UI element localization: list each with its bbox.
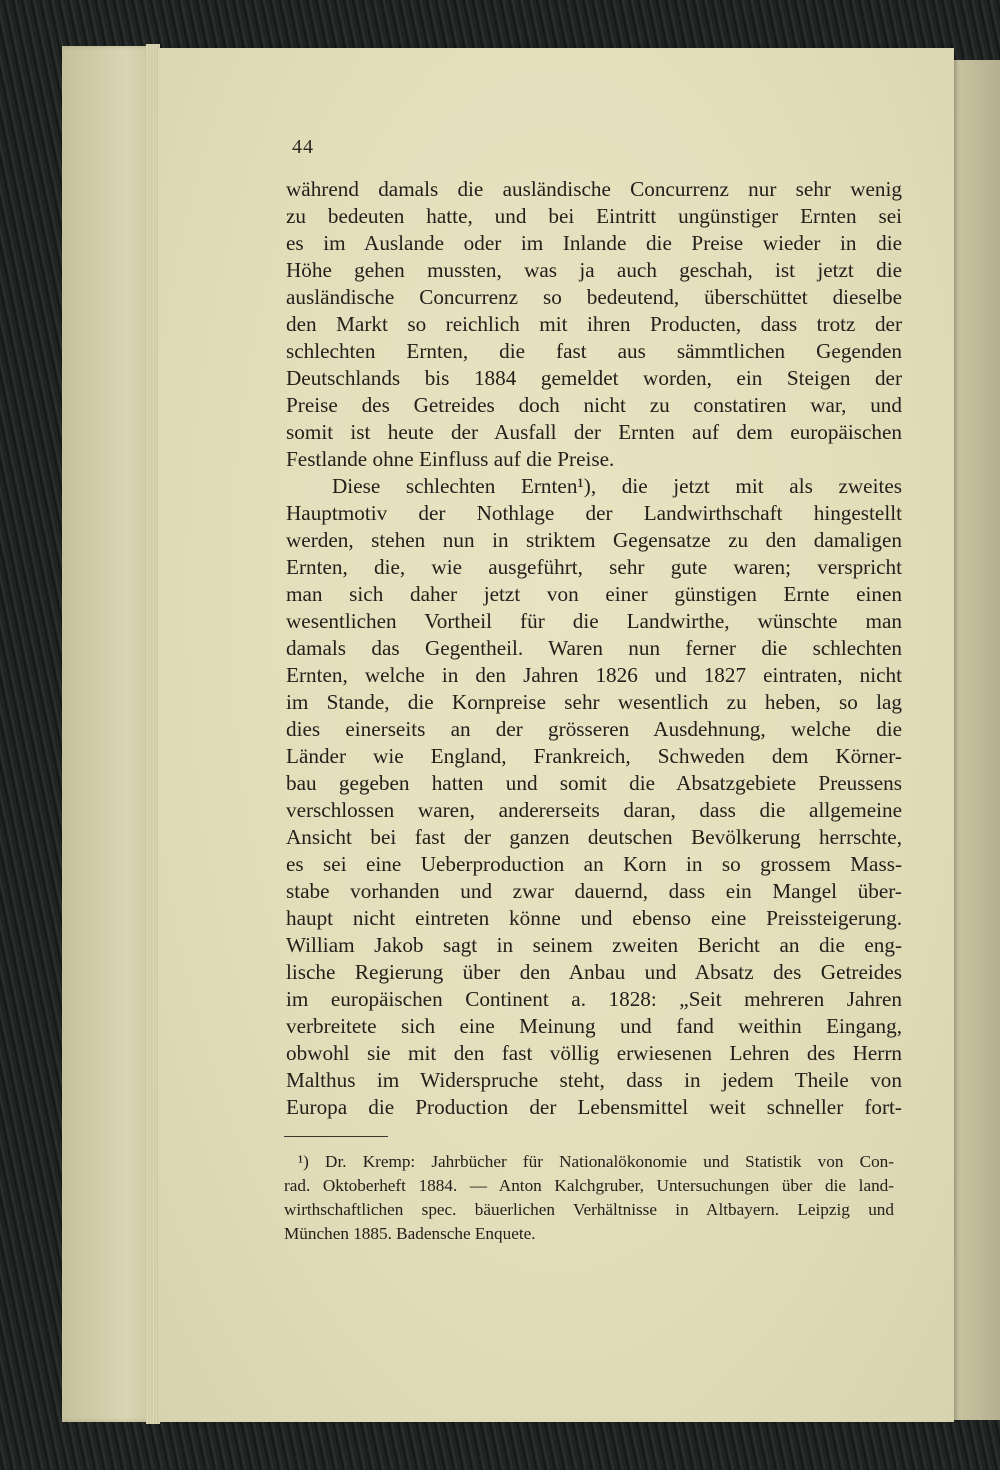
text-line: während damals die ausländische Concurrenz nur sehr wenig <box>286 177 902 201</box>
text-line: werden, stehen nun in striktem Gegensatze zu den damaligen <box>286 528 902 552</box>
text-line: Ernten, welche in den Jahren 1826 und 1827 eintraten, nicht <box>286 663 902 687</box>
text-line: dies einerseits an der grösseren Ausdehnung, welche die <box>286 717 902 741</box>
page-number: 44 <box>292 136 314 158</box>
text-line: damals das Gegentheil. Waren nun ferner die schlechten <box>286 636 902 660</box>
text-line: Ansicht bei fast der ganzen deutschen Bevölkerung herrschte, <box>286 825 902 849</box>
text-line: Deutschlands bis 1884 gemeldet worden, ein Steigen der <box>286 366 902 390</box>
body-text <box>286 176 902 1121</box>
text-line: Hauptmotiv der Nothlage der Landwirthschaft hingestellt <box>286 501 902 525</box>
text-line: im europäischen Continent a. 1828: „Seit mehreren Jahren <box>286 987 902 1011</box>
footnote-line: wirthschaftlichen spec. bäuerlichen Verhältnisse in Altbayern. Leipzig und <box>284 1200 894 1219</box>
text-line: somit ist heute der Ausfall der Ernten auf dem europäischen <box>286 420 902 444</box>
footnote <box>284 1150 894 1246</box>
text-line: ausländische Concurrenz so bedeutend, überschüttet dieselbe <box>286 285 902 309</box>
text-line: lische Regierung über den Anbau und Absatz des Getreides <box>286 960 902 984</box>
right-page-edge <box>954 60 1000 1420</box>
text-line: Länder wie England, Frankreich, Schweden dem Körner- <box>286 744 902 768</box>
text-line: man sich daher jetzt von einer günstigen Ernte einen <box>286 582 902 606</box>
text-line: bau gegeben hatten und somit die Absatzgebiete Preussens <box>286 771 902 795</box>
text-line: zu bedeuten hatte, und bei Eintritt ungünstiger Ernten sei <box>286 204 902 228</box>
text-line: haupt nicht eintreten könne und ebenso eine Preissteigerung. <box>286 906 902 930</box>
text-line: Preise des Getreides doch nicht zu constatiren war, und <box>286 393 902 417</box>
paragraph <box>286 176 902 473</box>
text-line: verschlossen waren, andererseits daran, dass die allgemeine <box>286 798 902 822</box>
paragraph <box>286 473 902 1121</box>
text-line: William Jakob sagt in seinem zweiten Bericht an die eng- <box>286 933 902 957</box>
text-line: Festlande ohne Einfluss auf die Preise. <box>286 447 615 471</box>
facing-page-edge <box>62 46 154 1422</box>
footnote-line: ¹) Dr. Kremp: Jahrbücher für Nationalökonomie und Statistik von Con- <box>298 1152 894 1171</box>
footnote-line: München 1885. Badensche Enquete. <box>284 1224 536 1243</box>
text-line: schlechten Ernten, die fast aus sämmtlichen Gegenden <box>286 339 902 363</box>
text-line: Ernten, die, wie ausgeführt, sehr gute waren; verspricht <box>286 555 902 579</box>
text-line: Europa die Production der Lebensmittel weit schneller fort- <box>286 1095 902 1119</box>
text-line: obwohl sie mit den fast völlig erwiesenen Lehren des Herrn <box>286 1041 902 1065</box>
text-line: im Stande, die Kornpreise sehr wesentlich zu heben, so lag <box>286 690 902 714</box>
text-line: es im Auslande oder im Inlande die Preise wieder in die <box>286 231 902 255</box>
text-line: stabe vorhanden und zwar dauernd, dass ein Mangel über- <box>286 879 902 903</box>
text-line: es sei eine Ueberproduction an Korn in so grossem Mass- <box>286 852 902 876</box>
text-line: verbreitete sich eine Meinung und fand weithin Eingang, <box>286 1014 902 1038</box>
text-line: den Markt so reichlich mit ihren Producten, dass trotz der <box>286 312 902 336</box>
footnote-line: rad. Oktoberheft 1884. — Anton Kalchgruber, Untersuchungen über die land- <box>284 1176 894 1195</box>
text-line: Höhe gehen mussten, was ja auch geschah, ist jetzt die <box>286 258 902 282</box>
text-line: Malthus im Widerspruche steht, dass in jedem Theile von <box>286 1068 902 1092</box>
text-line: wesentlichen Vortheil für die Landwirthe, wünschte man <box>286 609 902 633</box>
footnote-divider <box>284 1136 388 1137</box>
text-line: Diese schlechten Ernten¹), die jetzt mit als zweites <box>332 474 902 498</box>
